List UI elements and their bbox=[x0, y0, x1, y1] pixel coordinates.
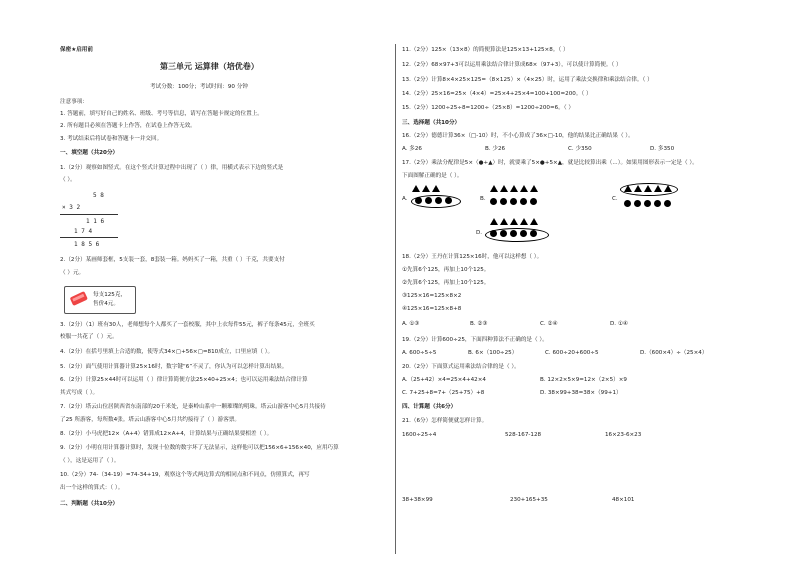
vertical-line-5: 1 8 5 6 bbox=[74, 241, 100, 248]
option: B. 6×（100÷25） bbox=[468, 350, 518, 356]
question-text: 17.（2分）乘法分配律是5×（●+▲）时，就要乘了5×●+5×▲，就是比较算出乘（...）。如果用图形表示一定是（ ）。 bbox=[402, 160, 698, 166]
figure-d-circles bbox=[490, 230, 540, 237]
question-text: 18.（2分）王丹在计算125×16时，他可以这样想（ ）。 bbox=[402, 254, 543, 260]
vertical-line-4: 1 7 4 bbox=[74, 228, 93, 235]
question-text: （ ），这是运用了（ ）。 bbox=[60, 458, 120, 464]
sticker-text: 售价4元。 bbox=[93, 301, 119, 307]
question-text: 出一个这样的算式：（ ）。 bbox=[60, 485, 124, 491]
question-text: 1.（2分）观察如图竖式。在这个竖式计算过程中出现了（ ）律，用横式表示下边的竖式是 bbox=[60, 165, 284, 171]
figure-c-circles bbox=[624, 200, 674, 207]
calc-item: 528-167-128 bbox=[505, 432, 542, 438]
figure-b-circles bbox=[490, 198, 540, 205]
option: B. ②③ bbox=[470, 321, 488, 327]
figure-b-triangles bbox=[490, 185, 540, 192]
calc-item: 16×23-6×23 bbox=[605, 432, 642, 438]
option: A.（25+42）×4=25×4+42×4 bbox=[402, 377, 486, 383]
option: B. 12×2×5×9=12×（2×5）×9 bbox=[540, 377, 627, 383]
note-item: 2. 所有题目必须在答题卡上作答，在试卷上作答无效。 bbox=[60, 123, 196, 129]
question-text: 7.（2分）塔云山位居陕西省东南部的20千米处，是秦岭山系中一颗璀璨的明珠。塔云山游客中心5月共接待 bbox=[60, 404, 326, 410]
vertical-line-2: × 3 2 bbox=[62, 204, 81, 211]
section-heading: 四、计算题（共6分） bbox=[402, 404, 457, 410]
question-text: 10.（2分）74-（34-19）=74-34+19，观察这个等式两边算式的相同点和不同点，仿照算式，再写 bbox=[60, 472, 310, 478]
option: C. 600÷20+600÷5 bbox=[545, 350, 599, 356]
question-text: （ ）。 bbox=[60, 177, 76, 183]
figure-c-triangles bbox=[624, 185, 674, 192]
secret-label: 保密★启用前 bbox=[60, 47, 93, 53]
option: D. 38×99+38=38×（99+1） bbox=[540, 390, 622, 396]
pencil-icon bbox=[69, 291, 91, 309]
question-text: 校服一共花了（ ）元。 bbox=[60, 334, 118, 340]
calc-item: 48×101 bbox=[612, 497, 635, 503]
question-text: 19.（2分）计算600÷25，下面四种算法不正确的是（ ）。 bbox=[402, 337, 548, 343]
figure-a-circles bbox=[415, 197, 455, 204]
question-text: 了25 所游客，每所数4张。塔云山游客中心5月共约接待了（ ）游客票。 bbox=[60, 417, 241, 423]
sub-item: ③125×16=125×8×2 bbox=[402, 293, 462, 299]
divider bbox=[60, 214, 118, 215]
figure-d-triangles bbox=[490, 218, 540, 225]
question-text: 15.（2分）1200÷25÷8=1200÷（25×8）=1200÷200=6。（ ） bbox=[402, 105, 574, 111]
note-item: 3. 考试结束后将试卷和答题卡一并交回。 bbox=[60, 136, 163, 142]
question-text: 21.（6分）怎样简便就怎样计算。 bbox=[402, 418, 488, 424]
option-label: B. bbox=[480, 196, 486, 202]
question-text: 12.（2分）68×97+3可以运用乘法结合律计算成68×（97+3），可以使计算简便。（ ） bbox=[402, 62, 622, 68]
question-text: 其式写成（ ）。 bbox=[60, 390, 99, 396]
option-label: D. bbox=[476, 230, 483, 236]
question-text: 2.（2分）某画师套框，5支装一套，8套装一箱。妈妈买了一箱，共重（ ）千克，共要支付 bbox=[60, 257, 285, 263]
figure-a-triangles bbox=[412, 185, 442, 192]
option: C. 7+25+8=7+（25+75）+8 bbox=[402, 390, 485, 396]
question-text: 16.（2分）德德计算36×（□-10）时，不小心算成了36×□-10，他的结果比正确结果（ ）。 bbox=[402, 133, 634, 139]
vertical-line-3: 1 1 6 bbox=[86, 218, 105, 225]
note-item: 1. 答题前，填写好自己的姓名、班级、考号等信息，请写在答题卡规定的位置上。 bbox=[60, 111, 263, 117]
calc-item: 38+38×99 bbox=[402, 497, 433, 503]
notes-heading: 注意事项： bbox=[60, 99, 88, 105]
option-label: A. bbox=[402, 196, 408, 202]
option: C. ②④ bbox=[540, 321, 558, 327]
calc-item: 230+165+35 bbox=[510, 497, 548, 503]
price-sticker bbox=[64, 286, 136, 314]
sub-item: ①先算6个125，再加上10个125。 bbox=[402, 267, 490, 273]
calc-item: 1600÷25÷4 bbox=[402, 432, 437, 438]
section-heading: 二、判断题（共10分） bbox=[60, 501, 119, 507]
question-text: 下面图解正确的是（ ）。 bbox=[402, 173, 463, 179]
question-text: 4.（2分）在括号里填上合适的数，使等式34×▢+56×▢=810成立，口里应填（ ）。 bbox=[60, 349, 274, 355]
section-heading: 一、填空题（共20分） bbox=[60, 150, 119, 156]
question-text: 3.（2分）（1）班有30人，老师想每个人都买了一套校服，其中上衣每件55元，裤子每条45元，全班买 bbox=[60, 322, 315, 328]
exam-meta: 考试分数：100分；考试时间：90 分钟 bbox=[150, 84, 248, 90]
divider bbox=[60, 237, 118, 238]
page-title: 第三单元 运算律（培优卷） bbox=[160, 62, 259, 71]
question-text: 20.（2分）下面算式运用乘法结合律的是（ ）。 bbox=[402, 364, 520, 370]
option: D.（600×4）÷（25×4） bbox=[640, 350, 708, 356]
option: A. 多26 bbox=[402, 146, 422, 152]
sub-item: ②先算6个125，再加上10个125。 bbox=[402, 280, 490, 286]
question-text: 14.（2分）25×16=25×（4×4）=25×4+25×4=100+100=200。（ ） bbox=[402, 91, 592, 97]
column-divider bbox=[395, 44, 396, 554]
option: A. ①③ bbox=[402, 321, 420, 327]
question-text: 8.（2分）小马虎把12×（A+4）错算成12×A+4，计算结果与正确结果要相差（ ）。 bbox=[60, 431, 273, 437]
option: C. 少350 bbox=[568, 146, 592, 152]
section-heading: 三、选择题（共10分） bbox=[402, 120, 461, 126]
option: D. ①④ bbox=[610, 321, 628, 327]
question-text: 13.（2分）计算8×4×25×125=（8×125）×（4×25）时，运用了乘法交换律和乘法结合律。（ ） bbox=[402, 77, 653, 83]
option: B. 少26 bbox=[485, 146, 506, 152]
sub-item: ④125×16=125×8+8 bbox=[402, 306, 462, 312]
option: D. 多350 bbox=[650, 146, 675, 152]
option: A. 600÷5÷5 bbox=[402, 350, 437, 356]
question-text: 11.（2分）125×（13×8）的简便算法是125×13+125×8。（ ） bbox=[402, 47, 569, 53]
question-text: 5.（2分）面气使用计算器计算25×16时，数字键“6”不灵了，你认为可以怎样计算出结果。 bbox=[60, 364, 288, 370]
option-label: C. bbox=[612, 196, 618, 202]
question-text: 9.（2分）小明在用计算器计算时，发现十位数的数字坏了无法显示，这样他可以把156×6+156×40，应用巧算 bbox=[60, 445, 339, 451]
sticker-text: 每支125克， bbox=[93, 292, 127, 298]
question-text: 6.（2分）计算25×44时可以运用（ ）律计算简便方法25×40+25×4；也可以运用乘法结合律计算 bbox=[60, 377, 308, 383]
vertical-line-1: 5 8 bbox=[93, 192, 104, 199]
question-text: （ ）元。 bbox=[60, 270, 85, 276]
